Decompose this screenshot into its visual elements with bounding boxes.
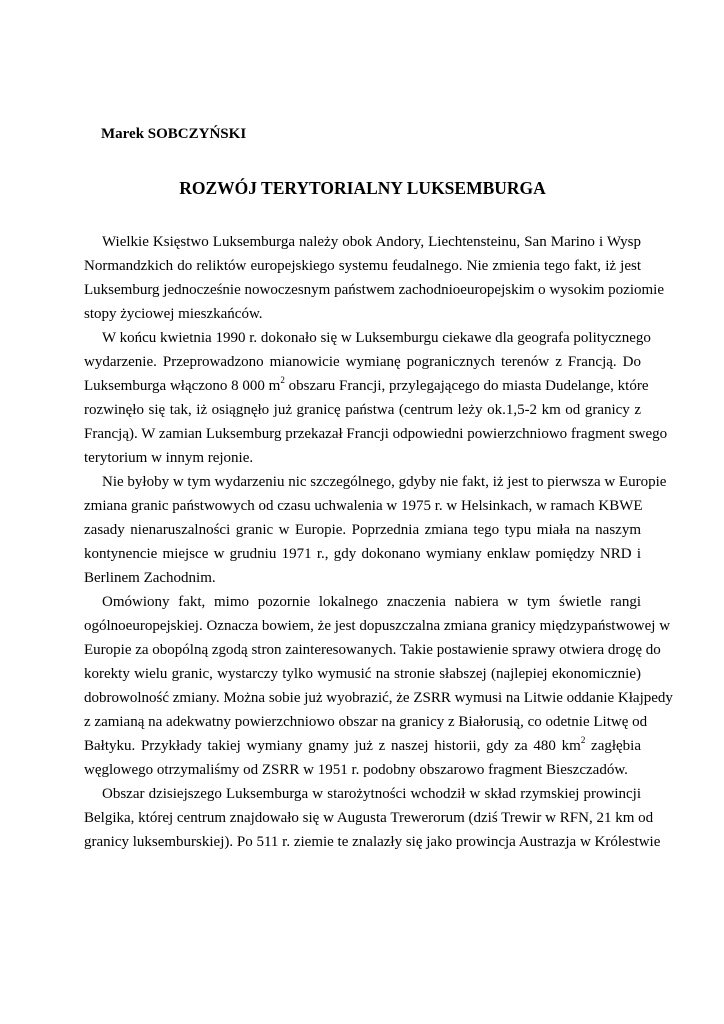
superscript: 2 bbox=[280, 375, 285, 385]
paragraph bbox=[84, 590, 673, 782]
text-line: dobrowolność zmiany. Można sobie już wyobrazić, że ZSRR wymusi na Litwie oddanie Kłajpedy bbox=[84, 690, 673, 706]
text-line: Luksemburga włączono 8 000 $m^2$ obszaru Francji, przylegającego do miasta Dudelange, które bbox=[84, 375, 649, 394]
text-line: Wielkie Księstwo Luksemburga należy obok Andory, Liechtensteinu, San Marino i Wysp bbox=[102, 234, 641, 250]
paragraph bbox=[84, 782, 661, 854]
paragraph bbox=[84, 470, 667, 590]
text-line: Europie za obopólną zgodą stron zainteresowanych. Takie postawienie sprawy otwiera drogę do bbox=[84, 642, 661, 658]
text-line: Berlinem Zachodnim. bbox=[84, 570, 216, 586]
text-line: Bałtyku. Przykłady takiej wymiany gnamy już z naszej historii, gdy za 480 $km^2$ zagłębia bbox=[84, 735, 642, 754]
article-title: ROZWÓJ TERYTORIALNY LUKSEMBURGA bbox=[179, 178, 546, 198]
text-line: Francją). W zamian Luksemburg przekazał Francji odpowiedni powierzchniowo fragment swego bbox=[84, 426, 668, 442]
text-line: Normandzkich do reliktów europejskiego systemu feudalnego. Nie zmienia tego fakt, iż jest bbox=[84, 258, 641, 274]
text-line: stopy życiowej mieszkańców. bbox=[84, 306, 263, 322]
text-line: Omówiony fakt, mimo pozornie lokalnego znaczenia nabiera w tym świetle rangi bbox=[102, 594, 641, 610]
text-line: granicy luksemburskiej). Po 511 r. ziemie te znalazły się jako prowincja Austrazja w Królestwie bbox=[84, 834, 661, 850]
article-body bbox=[84, 230, 673, 854]
text-line: Belgika, której centrum znajdowało się w Augusta Trewerorum (dziś Trewir w RFN, 21 km od bbox=[84, 810, 654, 826]
text-line: wydarzenie. Przeprowadzono mianowicie wymianę pogranicznych terenów z Francją. Do bbox=[84, 354, 641, 370]
paragraph bbox=[84, 230, 665, 326]
author-name: Marek SOBCZYŃSKI bbox=[101, 126, 247, 142]
text-line: zmiana granic państwowych od czasu uchwalenia w 1975 r. w Helsinkach, w ramach KBWE bbox=[84, 498, 643, 514]
text-line: korekty wielu granic, wystarczy tylko wymusić na stronie słabszej (najlepiej ekonomicznie) bbox=[84, 666, 641, 682]
paragraph bbox=[84, 326, 668, 470]
text-line: Luksemburg jednocześnie nowoczesnym państwem zachodnioeuropejskim o wysokim poziomie bbox=[84, 282, 665, 298]
text-line: ogólnoeuropejskiej. Oznacza bowiem, że jest dopuszczalna zmiana granicy międzypaństwowej w bbox=[84, 618, 671, 634]
text-line: zasady nienaruszalności granic w Europie. Poprzednia zmiana tego typu miała na naszym bbox=[84, 522, 641, 538]
text-line: W końcu kwietnia 1990 r. dokonało się w Luksemburgu ciekawe dla geografa politycznego bbox=[102, 330, 651, 346]
text-line: terytorium w innym rejonie. bbox=[84, 450, 254, 466]
text-line: rozwinęło się tak, iż osiągnęło już granicę państwa (centrum leży ok.1,5-2 km od granicy z bbox=[84, 402, 641, 418]
text-line: kontynencie miejsce w grudniu 1971 r., gdy dokonano wymiany enklaw pomiędzy NRD i bbox=[84, 546, 641, 562]
text-line: z zamianą na adekwatny powierzchniowo obszar na granicy z Białorusią, co odetnie Litwę od bbox=[84, 714, 648, 730]
superscript: 2 bbox=[580, 735, 586, 745]
text-line: węglowego otrzymaliśmy od ZSRR w 1951 r. podobny obszarowo fragment Bieszczadów. bbox=[84, 762, 628, 778]
text-line: Nie byłoby w tym wydarzeniu nic szczególnego, gdyby nie fakt, iż jest to pierwsza w Europie bbox=[102, 474, 667, 490]
text-line: Obszar dzisiejszego Luksemburga w starożytności wchodził w skład rzymskiej prowincji bbox=[102, 786, 641, 802]
